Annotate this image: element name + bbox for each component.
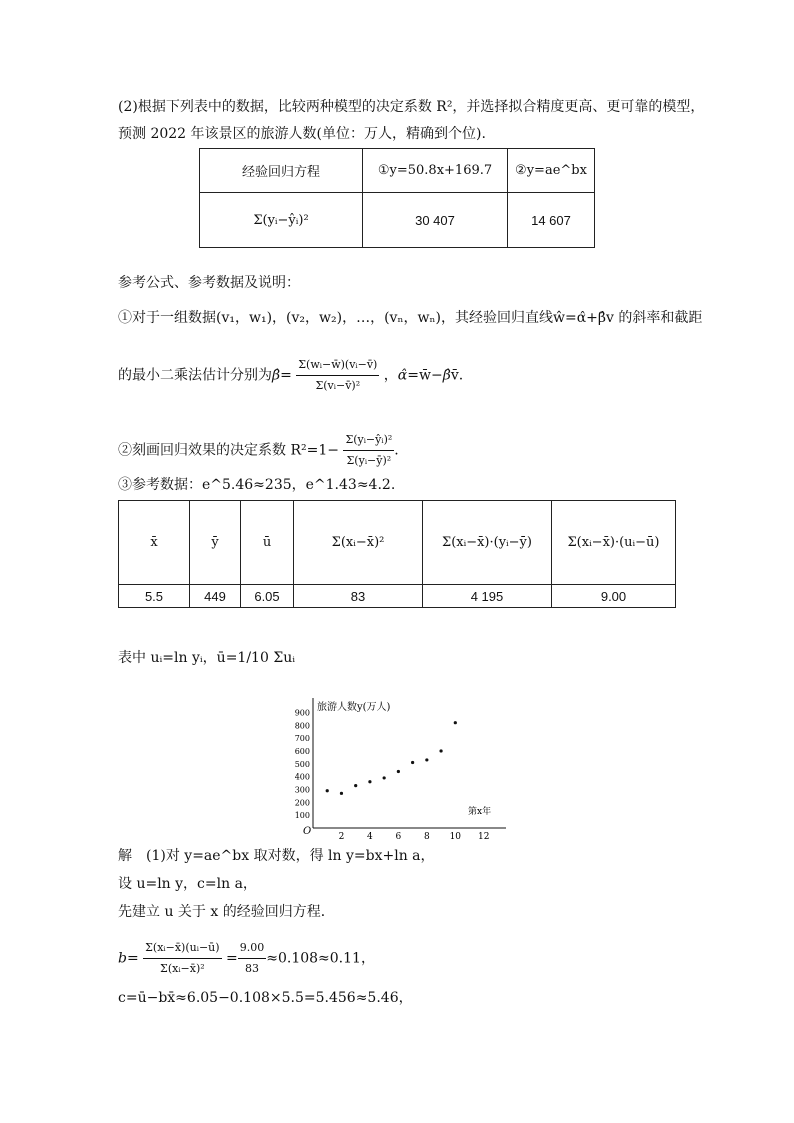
table2-value-ybar: 449 [190, 585, 241, 608]
b-symbol: b= [118, 950, 139, 967]
y-tick-label: 400 [294, 772, 310, 782]
beta-formula: $\frac{\text{Σ(wᵢ−w̄)(vᵢ−v̄)}}{\text{Σ(vᵢ−v̄)²}}$ [296, 355, 379, 396]
table1-header-equation: 经验回归方程 [200, 149, 363, 193]
x-tick-label: 8 [423, 832, 430, 840]
ref-item-1b-text: 的最小二乘法估计分别为 [118, 367, 272, 384]
data-point [368, 780, 371, 783]
table2-value-sxy: 4 195 [423, 585, 552, 608]
b-denominator: 83 [244, 962, 259, 975]
ref-item-1a: ①对于一组数据(v₁，w₁)，(v₂，w₂)，…，(vₙ，wₙ)，其经验回归直线ŵ=α̂+β̂v 的斜率和截距 [118, 310, 703, 326]
table2-header-sxu: Σ(xᵢ−x̄)·(uᵢ−ū) [552, 501, 676, 585]
y-axis-label: 旅游人数y(万人) [317, 702, 391, 713]
data-point [425, 758, 428, 761]
data-point [354, 784, 357, 787]
data-point [397, 770, 400, 773]
alpha-formula: ，α̂=w̄−β̂v̄. [383, 367, 464, 384]
table1-value-model1: 30 407 [363, 193, 508, 248]
table1-row-label: Σ(yᵢ−ŷᵢ)² [200, 193, 363, 248]
ref-item-2: ②刻画回归效果的决定系数 R²=1− $\frac{\text{Σ(yᵢ−ŷᵢ)²}}{\text{Σ(yᵢ−ȳ)²}}$ . [118, 430, 399, 471]
table2-header-xbar: x̄ [119, 501, 190, 585]
y-tick-label: 500 [294, 759, 310, 769]
table2-header-ybar: ȳ [190, 501, 241, 585]
y-tick-label: 100 [294, 811, 310, 821]
solution-c-line: c=ū−bx̄≈6.05−0.108×5.5=5.456≈5.46， [118, 990, 413, 1006]
x-tick-label: 10 [449, 832, 462, 840]
table2-header-ubar: ū [241, 501, 294, 585]
solution-line-3: 先建立 u 关于 x 的经验回归方程． [118, 904, 335, 920]
solution-line-2: 设 u=ln y，c=ln a， [118, 876, 257, 892]
x-axis-label: 第x年 [468, 807, 492, 817]
r2-formula: $\frac{\text{Σ(yᵢ−ŷᵢ)²}}{\text{Σ(yᵢ−ȳ)²}}$ [343, 430, 394, 471]
table-note: 表中 uᵢ=ln yᵢ，ū=1/10 Σuᵢ [118, 650, 296, 666]
b-value-fraction [238, 938, 267, 979]
table2-header-sxy: Σ(xᵢ−x̄)·(yᵢ−ȳ) [423, 501, 552, 585]
intro-line-2: 预测 2022 年该景区的旅游人数(单位：万人，精确到个位). [118, 126, 486, 142]
data-point [340, 792, 343, 795]
reference-data-table [118, 500, 676, 608]
data-point [326, 789, 329, 792]
y-tick-label: 200 [294, 798, 310, 808]
table1-value-model2: 14 607 [508, 193, 595, 248]
data-point [454, 721, 457, 724]
b-numerator: 9.00 [238, 938, 267, 959]
y-tick-label: 300 [294, 785, 310, 795]
ref-item-2-text: ②刻画回归效果的决定系数 R²=1− [118, 442, 339, 459]
table2-value-xbar: 5.5 [119, 585, 190, 608]
x-tick-label: 12 [478, 832, 490, 840]
ref-item-1b [118, 355, 463, 396]
y-tick-label: 600 [294, 746, 310, 756]
data-point [439, 749, 442, 752]
ref-heading: 参考公式、参考数据及说明： [118, 275, 300, 291]
b-result: ≈0.108≈0.11， [266, 950, 375, 967]
table2-value-sxx: 83 [294, 585, 423, 608]
intro-line-1: (2)根据下列表中的数据，比较两种模型的决定系数 R²，并选择拟合精度更高、更可靠的模型， [118, 99, 705, 115]
solution-b-line: b= $\frac{\text{Σ(xᵢ−x̄)(uᵢ−ū)}}{\text{Σ(xᵢ−x̄)²}}$ = $\frac{9.00}{83}$ ≈0.108≈0.11， [118, 938, 375, 979]
beta-hat-symbol: β̂= [272, 367, 292, 384]
table2-value-ubar: 6.05 [241, 585, 294, 608]
scatter-chart [285, 690, 515, 840]
x-tick-label: 6 [395, 832, 402, 840]
table2-value-sxu: 9.00 [552, 585, 676, 608]
model-comparison-table [199, 148, 595, 248]
data-point [383, 776, 386, 779]
y-tick-label: 900 [294, 708, 310, 718]
x-tick-label: 2 [338, 832, 345, 840]
table2-header-sxx: Σ(xᵢ−x̄)² [294, 501, 423, 585]
x-tick-label: 4 [367, 832, 373, 840]
origin-label: O [303, 826, 312, 837]
data-point [411, 761, 414, 764]
y-tick-label: 800 [294, 721, 310, 731]
y-tick-label: 700 [294, 734, 310, 744]
solution-line-1: 解 (1)对 y=ae^bx 取对数，得 ln y=bx+ln a， [118, 848, 435, 864]
ref-item-3: ③参考数据：e^5.46≈235，e^1.43≈4.2. [118, 477, 396, 493]
table1-header-model1: ①y=50.8x+169.7 [363, 149, 508, 193]
b-formula: $\frac{\text{Σ(xᵢ−x̄)(uᵢ−ū)}}{\text{Σ(xᵢ−x̄)²}}$ [143, 938, 221, 979]
table1-header-model2: ②y=ae^bx [508, 149, 595, 193]
